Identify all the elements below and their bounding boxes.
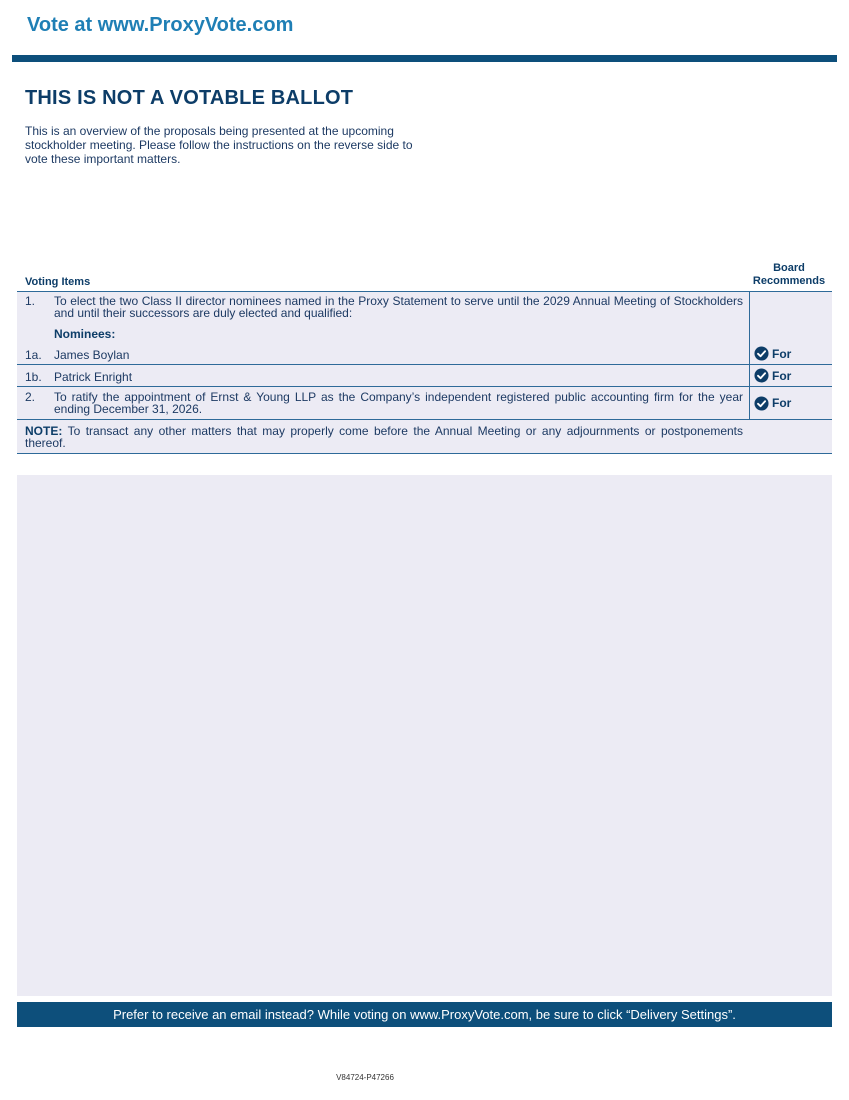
nominee-name: Patrick Enright — [54, 370, 133, 384]
table-body — [17, 291, 832, 454]
recommendation-cell — [750, 292, 832, 322]
recommendation — [754, 346, 791, 361]
recommendation-label: For — [772, 396, 792, 410]
item-cell — [17, 387, 750, 419]
item-number: 2. — [25, 390, 36, 404]
item-description: To ratify the appointment of Ernst & Young LLP as the Company’s independent registered public accounting firm for the year ending December 31, 2026. — [54, 390, 743, 416]
nominees-label: Nominees: — [54, 327, 116, 341]
recommendation-cell — [750, 343, 832, 364]
recommendation-cell — [750, 322, 832, 343]
table-row — [17, 322, 832, 343]
note-row — [17, 420, 832, 454]
page-title: THIS IS NOT A VOTABLE BALLOT — [25, 87, 354, 109]
voting-items-table — [17, 258, 832, 454]
delivery-settings-text: Prefer to receive an email instead? While voting on www.ProxyVote.com, be sure to click “Delivery Settings”. — [113, 1007, 736, 1022]
intro-text: This is an overview of the proposals being presented at the upcoming stockholder meeting. Please follow the instructions on the reverse side to vote these important matters. — [25, 124, 413, 166]
delivery-settings-banner — [17, 1002, 832, 1027]
item-number — [25, 328, 54, 340]
board-header-line2: Recommends — [752, 275, 826, 287]
recommendation — [754, 368, 791, 383]
check-circle-icon — [754, 346, 769, 361]
item-cell — [17, 343, 750, 364]
item-number: 1a. — [25, 348, 42, 362]
document-code: V84724-P47266 — [336, 1073, 394, 1082]
recommendation — [754, 396, 791, 411]
table-row — [17, 365, 832, 387]
recommendation-cell — [750, 365, 832, 386]
recommendation-cell — [750, 387, 832, 419]
check-circle-icon — [754, 368, 769, 383]
item-cell — [17, 365, 750, 386]
board-recommends-header — [750, 262, 828, 288]
recommendation-label: For — [772, 346, 792, 361]
recommendation-label: For — [772, 368, 792, 383]
note-text: To transact any other matters that may properly come before the Annual Meeting or any adjournments or postponements thereof. — [25, 424, 743, 450]
voting-items-header: Voting Items — [25, 276, 91, 288]
item-number: 1b. — [25, 370, 42, 384]
table-row — [17, 292, 832, 322]
nominee-name: James Boylan — [54, 348, 130, 362]
header-divider — [12, 55, 837, 62]
item-description: To elect the two Class II director nominees named in the Proxy Statement to serve until the 2029 Annual Meeting of Stockholders and until their successors are duly elected and qualified: — [54, 294, 743, 320]
table-row — [17, 343, 832, 365]
note-label: NOTE: — [25, 424, 63, 438]
item-cell — [17, 292, 750, 322]
table-row — [17, 387, 832, 420]
table-header — [17, 258, 832, 291]
check-circle-icon — [754, 396, 769, 411]
proxyvote-link[interactable]: Vote at www.ProxyVote.com — [27, 14, 294, 36]
item-cell — [17, 322, 750, 343]
item-number: 1. — [25, 294, 36, 308]
board-header-line1: Board — [773, 262, 805, 274]
blank-panel — [17, 475, 832, 996]
